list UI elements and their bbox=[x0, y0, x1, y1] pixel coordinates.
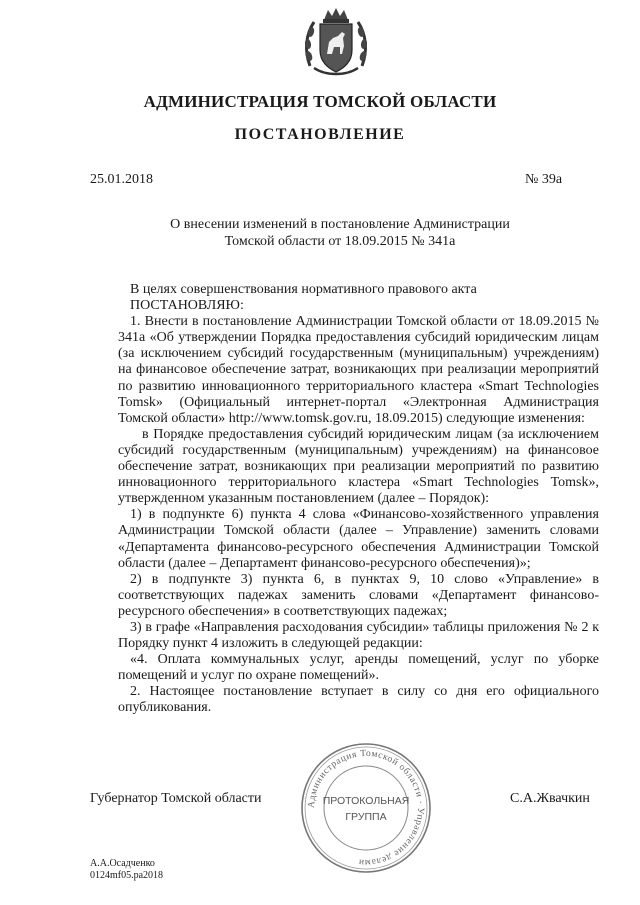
executor-code: 0124mf05.ра2018 bbox=[90, 870, 164, 881]
body-paragraph-6: «4. Оплата коммунальных услуг, аренды помещений, услуг по уборке помещений и услуг по охране помещений». bbox=[118, 652, 599, 684]
official-stamp bbox=[296, 738, 436, 878]
svg-text:Администрация Томской области bbox=[307, 749, 425, 867]
executor-info bbox=[90, 858, 163, 882]
coat-of-arms-emblem bbox=[300, 6, 372, 78]
stamp-center-line-2: ГРУППА bbox=[345, 811, 387, 823]
document-body bbox=[118, 282, 599, 717]
tomsk-region-coat-of-arms-icon bbox=[300, 6, 372, 78]
subject-line-2: Томской области от 18.09.2015 № 341а bbox=[224, 234, 456, 249]
body-paragraph-1: 1. Внести в постановление Администрации Томской области от 18.09.2015 № 341а «Об утверждении Порядка предоставления субсидий юридическим лицам (за исключением субсидий государственным (муниципальным) учреждениям) на финансовое обеспечение затрат, возникающих при реализации мероприятий по развитию инновационного территориального кластера «Smart Technologies Tomsk» (Официальный интернет-портал «Электронная Администрация Томской области» http://www.tomsk.gov.ru, 18.09.2015) следующие изменения: bbox=[118, 314, 599, 426]
body-intro: В целях совершенствования нормативного правового акта bbox=[130, 282, 477, 297]
body-paragraph-3: 1) в подпункте 6) пункта 4 слова «Финансово-хозяйственного управления Администрации Томской области (далее – Управление) заменить словами «Департамента финансово-ресурсного обеспечения Администрации Томской области (далее – Департамент финансово-ресурсного обеспечения)»; bbox=[118, 507, 599, 571]
document-type: ПОСТАНОВЛЕНИЕ bbox=[234, 126, 406, 143]
round-stamp-icon bbox=[296, 738, 436, 878]
document-subject bbox=[160, 216, 520, 250]
signer-name: С.А.Жвачкин bbox=[510, 791, 590, 806]
body-paragraph-4: 2) в подпункте 3) пункта 6, в пунктах 9, 10 слово «Управление» в соответствующих падежах заменить словами «Департамент финансово-ресурсного обеспечения» в соответствующих падежах; bbox=[118, 571, 599, 619]
body-paragraph-5: 3) в графе «Направления расходования субсидии» таблицы приложения № 2 к Порядку пункт 4 изложить в следующей редакции: bbox=[118, 619, 599, 652]
document-date: 25.01.2018 bbox=[90, 172, 153, 187]
subject-line-1: О внесении изменений в постановление Администрации bbox=[170, 217, 510, 232]
signer-title: Губернатор Томской области bbox=[90, 791, 262, 806]
executor-name: А.А.Осадченко bbox=[90, 858, 155, 869]
body-paragraph-7: 2. Настоящее постановление вступает в силу со дня его официального опубликования. bbox=[118, 684, 599, 716]
stamp-center-line-1: ПРОТОКОЛЬНАЯ bbox=[322, 795, 410, 807]
body-paragraph-2: в Порядке предоставления субсидий юридическим лицам (за исключением субсидий государственным (муниципальным) учреждениям) на финансовое обеспечение затрат, возникающих при реализации мероприятий по развитию инновационного территориального кластера «Smart Technologies Tomsk», утвержденном указанным постановлением (далее – Порядок): bbox=[118, 426, 599, 507]
body-resolve: ПОСТАНОВЛЯЮ: bbox=[130, 298, 244, 314]
organization-title: АДМИНИСТРАЦИЯ ТОМСКОЙ ОБЛАСТИ bbox=[143, 92, 497, 111]
document-number: № 39а bbox=[525, 172, 563, 187]
stamp-ring-text: Администрация Томской области · Управление делами bbox=[306, 748, 426, 868]
